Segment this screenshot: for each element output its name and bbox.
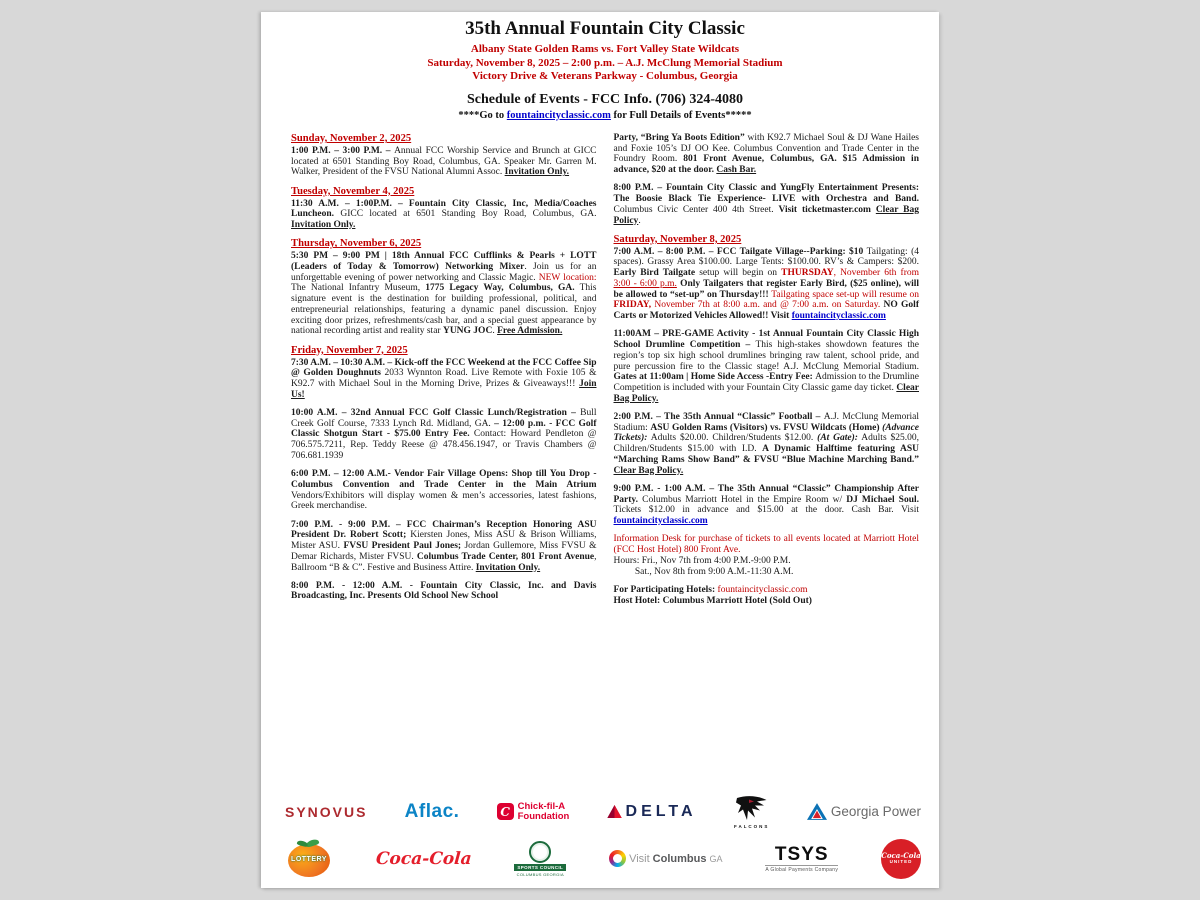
- delta-wordmark: DELTA: [625, 802, 697, 820]
- text-segment: Jordan Gullemore, Miss FVSU & Demar Richards, Mister FVSU.: [291, 541, 597, 562]
- tsys-wordmark: TSYS: [774, 843, 829, 865]
- event-section: [291, 186, 597, 231]
- schedule-columns: [291, 133, 919, 614]
- date-venue-line: Saturday, November 8, 2025 – 2:00 p.m. – A.J. McClung Memorial Stadium: [427, 56, 783, 69]
- georgia-power-triangle-icon: [807, 803, 827, 820]
- text-segment: fountaincityclassic.com: [717, 584, 808, 595]
- text-segment: setup will begin on: [699, 268, 782, 279]
- text-segment: (At Gate):: [817, 433, 858, 444]
- coca-cola-united-script: Coca-Cola: [881, 851, 921, 861]
- sponsor-logo-columbus-sports-council: [514, 841, 566, 877]
- text-segment: Visit ticketmaster.com: [778, 204, 876, 215]
- text-segment: NEW location:: [538, 272, 597, 283]
- chick-fil-a-line2: Foundation: [517, 810, 570, 822]
- goto-prefix: ****Go to: [458, 109, 507, 121]
- hyperlink[interactable]: fountaincityclassic.com: [791, 311, 886, 322]
- text-segment: Invitation Only.: [475, 562, 541, 573]
- chick-fil-a-text: [518, 802, 570, 822]
- event-paragraph: [291, 199, 597, 231]
- event-paragraph: [614, 412, 920, 476]
- sponsor-row-1: [285, 788, 921, 835]
- text-segment: – 12:00 p.m. - FCC Golf Classic Shotgun Start - $75.00 Entry Fee.: [291, 418, 597, 440]
- event-paragraph: [291, 358, 597, 401]
- lottery-wordmark: LOTTERY: [291, 855, 327, 863]
- event-paragraph: [614, 484, 920, 527]
- text-segment: DJ Michael Soul.: [846, 494, 919, 505]
- event-paragraph: [291, 469, 597, 512]
- text-segment: This high-stakes showdown features the region’s top six high school drumlines bringing raw talent, school pride, and pure percussion fire to the Classic stage! A.J. McClung Memorial Stadium.: [613, 340, 920, 372]
- text-segment: Only Tailgaters that register Early Bird, ($25 online), will be allowed to “set-up” on Thursday!!!: [613, 278, 919, 300]
- event-paragraph: [614, 585, 920, 606]
- text-segment: Admission to the Drumline Competition is included with your Fountain City Classic game day ticket.: [613, 372, 919, 394]
- text-segment: (Advance Tickets):: [613, 422, 919, 444]
- date-heading: Saturday, November 8, 2025: [613, 233, 742, 245]
- text-segment: 7:00 A.M. – 8:00 P.M. – FCC Tailgate Village--Parking: $10: [613, 246, 867, 257]
- text-segment: ASU Golden Rams (Visitors) vs. FVSU Wildcats (Home): [650, 422, 883, 433]
- text-segment: Contact: Howard Pendleton @ 706.575.7211, Rep. Teddy Reese @ 478.456.1947, or Travis Chambers @ 706.681.1939: [291, 429, 597, 461]
- sponsor-logo-aflac: Aflac.: [404, 800, 460, 822]
- text-segment: 3:00 - 6:00 p.m.: [613, 278, 677, 289]
- sponsor-logos: [285, 788, 921, 882]
- text-segment: 8:00 P.M. – Fountain City Classic and YungFly Entertainment Presents: The Boosie Black Tie Experience- LIVE with Orchestra and Band.: [613, 183, 919, 205]
- sponsor-logo-georgia-power: [807, 803, 921, 820]
- text-segment: November 7th at 8:00 a.m. and @ 7:00 a.m. on Saturday.: [651, 300, 884, 311]
- text-segment: Adults $20.00. Children/Students $12.00.: [647, 433, 818, 444]
- text-segment: Information Desk for purchase of tickets to all events located at Marriott Hotel (FCC Host Hotel) 800 Front Ave.: [613, 534, 919, 556]
- event-section: [291, 133, 597, 178]
- text-segment: Vendors/Exhibitors will display women & men’s accessories, latest fashions, Greek merchandise.: [291, 490, 597, 512]
- text-segment: Join Us!: [291, 379, 597, 400]
- text-segment: Invitation Only.: [504, 167, 570, 178]
- text-segment: FRIDAY,: [613, 300, 652, 311]
- sponsor-logo-georgia-lottery: [285, 840, 333, 878]
- matchup-line: Albany State Golden Rams vs. Fort Valley State Wildcats: [470, 43, 740, 55]
- event-paragraph: [291, 251, 597, 337]
- ga-text: GA: [709, 853, 723, 864]
- page-title: 35th Annual Fountain City Classic: [465, 18, 745, 39]
- right-column: [614, 133, 920, 614]
- georgia-power-wordmark: Georgia Power: [830, 804, 921, 819]
- fcc-website-link[interactable]: fountaincityclassic.com: [506, 109, 611, 121]
- coca-cola-united-disc-icon: [881, 839, 921, 879]
- event-paragraph: [291, 146, 597, 178]
- text-segment: This signature event is the destination for building professional, political, and entrepreneurial relationships, featuring a dynamic panel discussion. Enjoy exciting door prizes, refreshments/cash bar, and a special guest appearance by national recording artist and reality star: [291, 283, 597, 337]
- text-segment: Tailgating space set-up will resume on: [771, 289, 919, 300]
- text-segment: Cash Bar.: [716, 165, 757, 176]
- text-segment: 2:00 P.M. – The 35th Annual “Classic” Football –: [613, 412, 824, 422]
- document-page: [261, 12, 939, 888]
- text-segment: , Ballroom “B & C”. Festive and Business Attire.: [291, 551, 597, 573]
- event-section: [291, 238, 597, 337]
- text-segment: YUNG JOC: [442, 326, 493, 337]
- text-segment: . Join us for an unforgettable evening of power networking and Classic Magic.: [291, 261, 597, 283]
- sports-council-line2: COLUMBUS GEORGIA: [516, 871, 564, 877]
- event-section: [614, 234, 920, 607]
- sponsor-logo-coca-cola-united: [881, 839, 921, 879]
- text-segment: Party, “Bring Ya Boots Edition”: [613, 132, 748, 143]
- text-segment: GICC located at 6501 Standing Boy Road, Columbus, GA.: [340, 209, 597, 220]
- text-segment: 801 Front Avenue, Columbus, GA. $15 Admission in advance, $20 at the door.: [613, 154, 919, 176]
- hyperlink[interactable]: fountaincityclassic.com: [613, 516, 708, 527]
- event-paragraph: [614, 133, 920, 176]
- sponsor-logo-chick-fil-a-foundation: [497, 802, 570, 822]
- website-callout: [291, 110, 919, 121]
- event-paragraph: [291, 408, 597, 462]
- goto-suffix: for Full Details of Events*****: [610, 109, 752, 121]
- flyer-header: [291, 12, 919, 121]
- text-segment: NO Golf Carts or Motorized Vehicles Allowed!! Visit: [613, 300, 919, 322]
- sponsor-logo-atlanta-falcons: [734, 794, 770, 829]
- sponsor-logo-coca-cola: Coca-Cola: [375, 848, 473, 869]
- text-segment: Invitation Only.: [291, 219, 356, 230]
- chick-fil-a-icon: C: [497, 803, 514, 820]
- date-heading: Friday, November 7, 2025: [291, 344, 408, 356]
- text-segment: 7:30 A.M. – 10:30 A.M. – Kick-off the FCC Weekend at the FCC Coffee Sip @ Golden Doughnuts: [291, 357, 597, 379]
- text-segment: Columbus Marriott Hotel in the Empire Room w/: [642, 494, 847, 505]
- tsys-tagline: A Global Payments Company: [765, 866, 839, 873]
- text-segment: Sat., Nov 8th from 9:00 A.M.-11:30 A.M.: [613, 566, 794, 577]
- text-segment: Annual FCC Worship Service and Brunch at GICC located at 6501 Standing Boy Road, Columbus, GA. Speaker Mr. Garren M. Walker, President of the FVSU National Alumni Assoc.: [291, 145, 597, 178]
- text-segment: Early Bird Tailgate: [613, 268, 700, 279]
- text-segment: .: [492, 326, 498, 337]
- date-heading: Thursday, November 6, 2025: [291, 238, 422, 250]
- text-segment: Columbus Civic Center 400 4th Street.: [613, 204, 779, 215]
- text-segment: 8:00 P.M. - 12:00 A.M. - Fountain City Classic, Inc. and Davis Broadcasting, Inc. Presents Old School New School: [291, 580, 597, 602]
- event-paragraph: [291, 520, 597, 574]
- text-segment: .: [638, 215, 641, 226]
- wreath-icon: [529, 841, 551, 863]
- event-paragraph: [614, 329, 920, 404]
- text-segment: A.J. McClung Memorial Stadium:: [613, 412, 919, 433]
- chick-fil-a-line1: Chick-fil-A: [517, 800, 566, 812]
- text-segment: 1775 Legacy Way, Columbus, GA.: [425, 283, 575, 294]
- text-segment: THURSDAY: [781, 268, 834, 279]
- text-segment: Bull Creek Golf Course, 7333 Lynch Rd. Midland, GA.: [291, 407, 597, 429]
- colorful-c-icon: [609, 850, 626, 867]
- text-segment: , November 6th from: [833, 268, 919, 279]
- text-segment: Adults $25.00, Children/Students $15.00 with I.D.: [613, 433, 919, 455]
- text-segment: Columbus Trade Center, 801 Front Avenue: [416, 551, 595, 562]
- text-segment: The National Infantry Museum,: [291, 283, 426, 294]
- text-segment: 11:00AM – PRE-GAME Activity - 1st Annual Fountain City Classic High School Drumline Competition –: [613, 329, 919, 351]
- sponsor-logo-synovus: SYNOVUS: [285, 803, 368, 820]
- event-paragraph: [614, 534, 920, 577]
- text-segment: 6:00 P.M. – 12:00 A.M.- Vendor Fair Village Opens: Shop till You Drop - Columbus Convention and Trade Center in the Main Atrium: [291, 469, 597, 490]
- text-segment: 5:30 PM – 9:00 PM | 18th Annual FCC Cufflinks & Pearls + LOTT (Leaders of Today & Tomorrow) Networking Mixer: [291, 251, 597, 272]
- text-segment: 10:00 A.M. – 32nd Annual FCC Golf Classic Lunch/Registration –: [291, 407, 581, 418]
- text-segment: A Dynamic Halftime featuring ASU “Marching Rams Show Band” & FVSU “Blue Machine Marching Band.”: [613, 444, 920, 465]
- sponsor-row-2: [285, 835, 921, 882]
- text-segment: Clear Bag Policy.: [613, 383, 919, 404]
- sponsor-logo-delta: [607, 803, 697, 821]
- text-segment: Kiersten Jones, Miss ASU & Brison Williams, Mister ASU.: [291, 530, 597, 552]
- schedule-heading: Schedule of Events - FCC Info. (706) 324-4080: [466, 91, 744, 107]
- text-segment: 7:00 P.M. - 9:00 P.M. – FCC Chairman’s Reception Honoring ASU President Dr. Robert Scott;: [291, 519, 597, 541]
- event-paragraph: [291, 581, 597, 602]
- event-section: [291, 345, 597, 603]
- event-section: [614, 133, 920, 226]
- falcons-wordmark: FALCONS: [733, 824, 770, 829]
- text-segment: Hours: Fri., Nov 7th from 4:00 P.M.-9:00 P.M.: [613, 555, 791, 566]
- sports-council-line1: SPORTS COUNCIL: [514, 864, 566, 871]
- text-segment: Clear Bag Policy: [613, 204, 920, 226]
- event-paragraph: [614, 183, 920, 226]
- delta-widget-icon: [607, 805, 622, 818]
- text-segment: Free Admission.: [497, 326, 563, 337]
- text-segment: with K92.7 Michael Soul & DJ Wane Hailes and Foxie 105’s DJ OO Kee. Columbus Convention and Trade Center in the Foundry Room.: [613, 132, 920, 165]
- event-paragraph: [614, 247, 920, 322]
- left-column: [291, 133, 597, 614]
- text-segment: 9:00 P.M. - 1:00 A.M. – The 35th Annual “Classic” Championship After Party.: [613, 483, 919, 505]
- date-heading: Tuesday, November 4, 2025: [291, 185, 415, 197]
- sponsor-logo-tsys: [765, 845, 838, 873]
- date-heading: Sunday, November 2, 2025: [291, 132, 412, 144]
- columbus-text: Columbus: [652, 852, 707, 865]
- text-segment: Gates at 11:00am | Home Side Access -Entry Fee:: [613, 372, 816, 383]
- text-segment: 2033 Wynnton Road. Live Remote with Foxie 105 & K92.7 with Michael Soul in the Morning Drive, Prizes & Giveaways!!!: [291, 368, 597, 389]
- falcon-icon: [734, 794, 770, 824]
- text-segment: Tailgating: (4 spaces). Grassy Area $100.00. Large Tents: $100.00. RV’s & Campers: $200.: [613, 246, 919, 268]
- text-segment: 1:00 P.M. – 3:00 P.M. –: [291, 145, 395, 156]
- text-segment: Clear Bag Policy.: [613, 465, 684, 476]
- text-segment: Host Hotel: Columbus Marriott Hotel (Sold Out): [613, 595, 812, 606]
- visit-text: Visit: [629, 852, 650, 865]
- text-segment: FVSU President Paul Jones;: [343, 541, 465, 552]
- address-line: Victory Drive & Veterans Parkway - Columbus, Georgia: [472, 70, 738, 83]
- coca-cola-united-sub: UNITED: [889, 858, 913, 864]
- text-segment: 11:30 A.M. – 1:00P.M. – Fountain City Classic, Inc, Media/Coaches Luncheon.: [291, 198, 597, 220]
- text-segment: Tickets $12.00 in advance and $15.00 at the door. Cash Bar. Visit: [613, 505, 919, 516]
- sponsor-logo-visit-columbus-ga: [609, 850, 722, 867]
- text-segment: For Participating Hotels:: [613, 584, 718, 595]
